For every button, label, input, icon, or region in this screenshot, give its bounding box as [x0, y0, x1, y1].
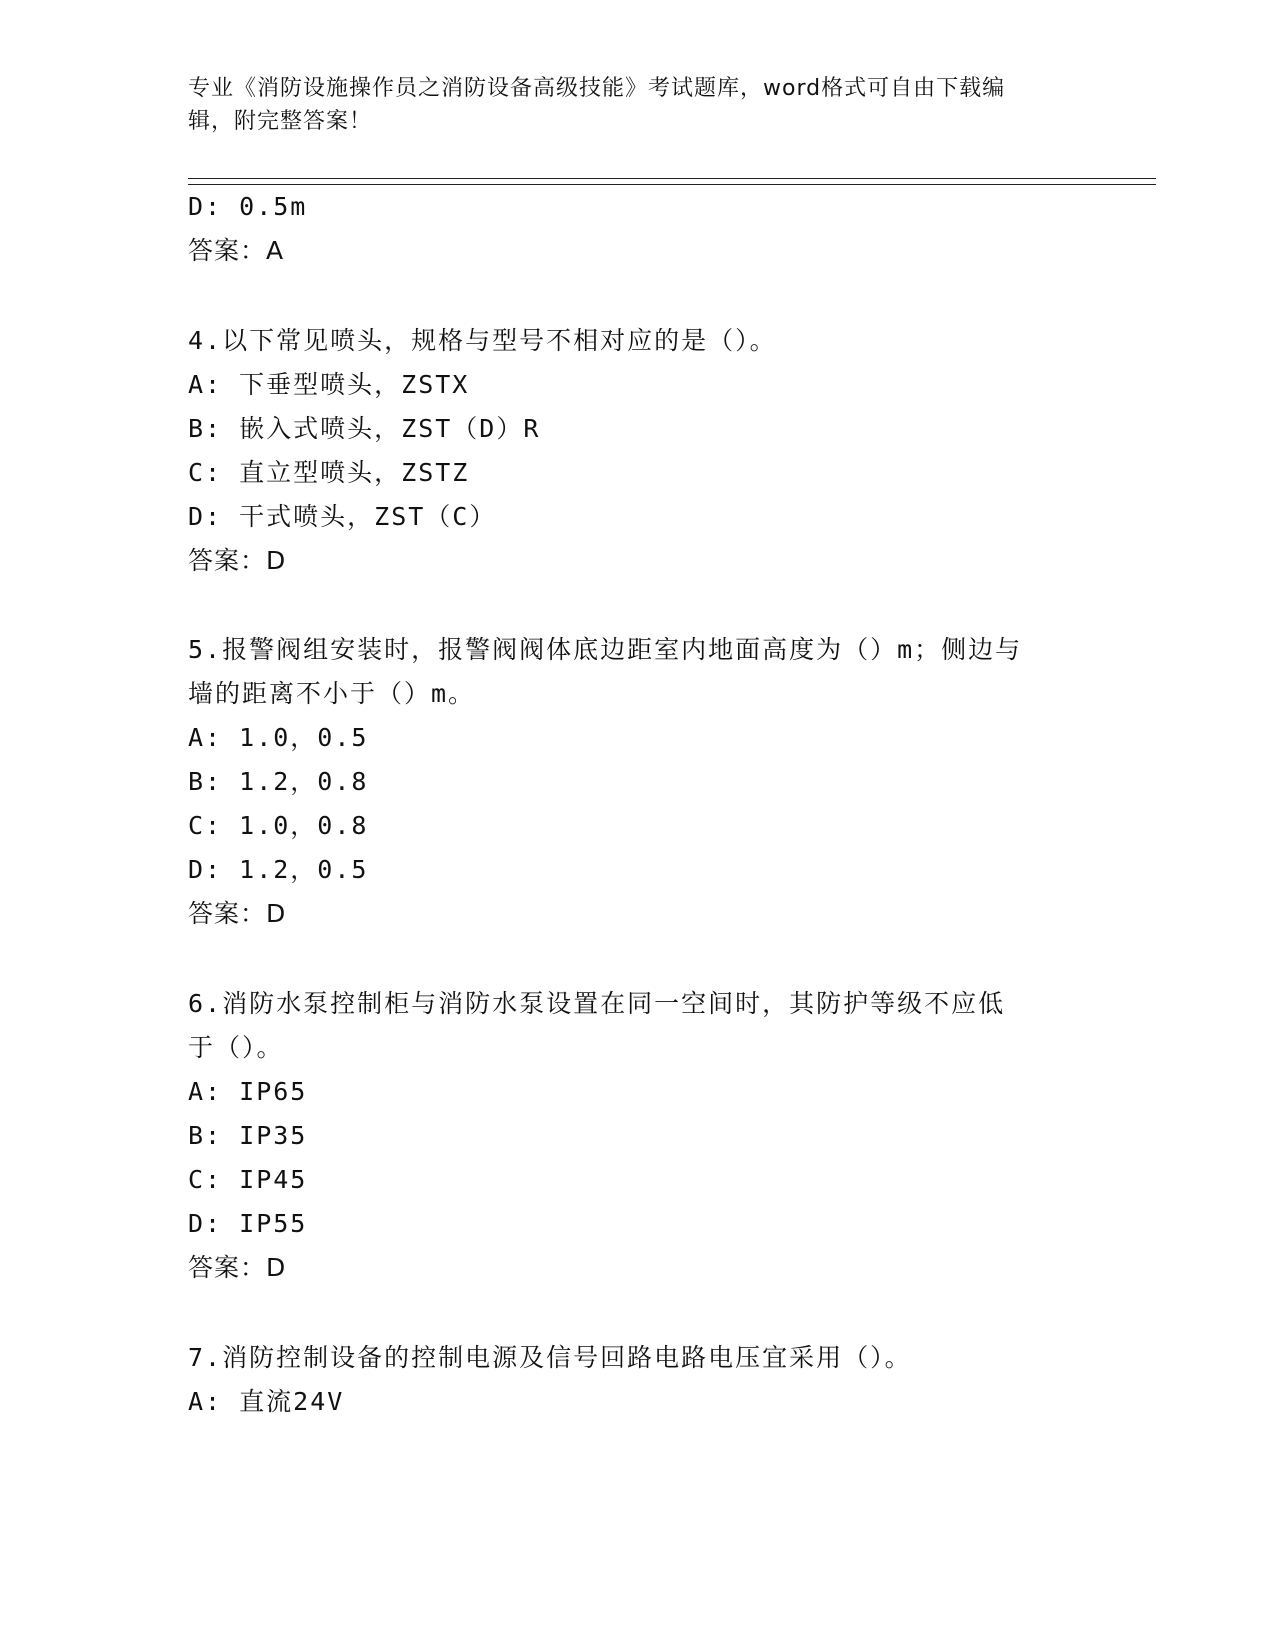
q3-option-d: D: 0.5m: [188, 192, 308, 221]
q7-option-a: A: 直流24V: [188, 1387, 345, 1416]
q6-stem-line-1: 6.消防水泵控制柜与消防水泵设置在同一空间时，其防护等级不应低: [188, 989, 1006, 1018]
q4-option-d: D: 干式喷头，ZST（C）: [188, 502, 497, 531]
q4-stem: 4.以下常见喷头，规格与型号不相对应的是（）。: [188, 326, 777, 355]
q4-option-a: A: 下垂型喷头，ZSTX: [188, 370, 470, 399]
q5-answer: 答案：D: [188, 899, 287, 928]
q4-answer: 答案：D: [188, 546, 287, 575]
q5-option-a: A: 1.0，0.5: [188, 723, 369, 752]
q4-option-c: C: 直立型喷头，ZSTZ: [188, 458, 470, 487]
header-line-2: 辑，附完整答案！: [188, 109, 373, 134]
q5-option-c: C: 1.0，0.8: [188, 811, 369, 840]
q7-stem: 7.消防控制设备的控制电源及信号回路电路电压宜采用（）。: [188, 1343, 912, 1372]
q4-option-b: B: 嵌入式喷头，ZST（D）R: [188, 414, 541, 443]
q5-option-d: D: 1.2，0.5: [188, 855, 369, 884]
document-header: [188, 72, 1088, 138]
q6-option-c: C: IP45: [188, 1165, 308, 1194]
q6-stem-line-2: 于（）。: [188, 1033, 284, 1062]
q5-stem-line-1: 5.报警阀组安装时，报警阀阀体底边距室内地面高度为（）m；侧边与: [188, 635, 1023, 664]
q6-option-d: D: IP55: [188, 1209, 308, 1238]
q6-option-b: B: IP35: [188, 1121, 308, 1150]
q5-option-b: B: 1.2，0.8: [188, 767, 369, 796]
q6-answer: 答案：D: [188, 1253, 287, 1282]
q5-stem-line-2: 墙的距离不小于（）m。: [188, 679, 476, 708]
header-line-1: 专业《消防设施操作员之消防设备高级技能》考试题库，word格式可自由下载编: [188, 76, 1006, 101]
q6-option-a: A: IP65: [188, 1077, 308, 1106]
header-divider-top: [188, 178, 1156, 179]
header-divider-bottom: [188, 184, 1156, 185]
q3-answer: 答案：A: [188, 236, 285, 265]
